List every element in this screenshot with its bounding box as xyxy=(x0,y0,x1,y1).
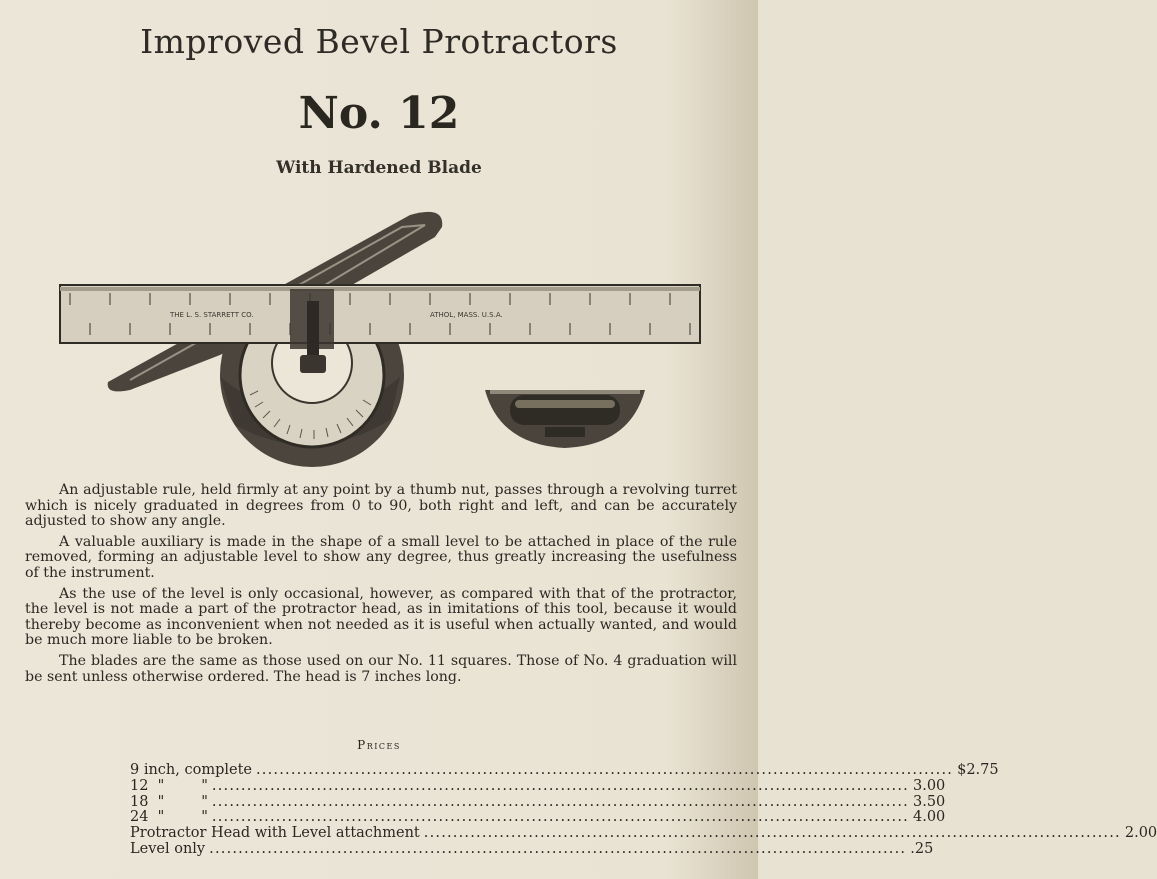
price-row: 18 " " ........................................................................................................................ 3.50 xyxy=(130,793,946,810)
protractor-illustration xyxy=(50,205,700,475)
price-row: 12 " " ........................................................................................................................ 3.00 xyxy=(130,777,946,794)
rule-maker-mark: THE L. S. STARRETT CO. xyxy=(170,311,254,319)
price-row: Level only ........................................................................................................................ .25 xyxy=(130,840,934,857)
price-value: $2.75 xyxy=(957,762,999,778)
price-label: 9 inch, complete xyxy=(130,762,252,778)
page-title: Improved Bevel Protractors xyxy=(140,22,618,61)
description-text xyxy=(25,483,737,690)
level-attachment xyxy=(485,390,645,448)
price-label: 12 " " xyxy=(130,777,208,794)
price-row: 24 " " ........................................................................................................................ 4.00 xyxy=(130,809,946,826)
paragraph: The blades are the same as those used on our No. 11 squares. Those of No. 4 graduation will be sent unless otherwise ordered. The head is 7 inches long. xyxy=(25,652,737,685)
price-value: 4.00 xyxy=(913,809,946,826)
price-value: .25 xyxy=(910,840,934,857)
thumb-nut xyxy=(307,301,319,361)
price-label: Level only xyxy=(130,840,206,857)
subtitle: With Hardened Blade xyxy=(276,158,482,178)
steel-rule xyxy=(60,285,700,343)
rule-place-mark: ATHOL, MASS. U.S.A. xyxy=(430,311,503,319)
price-list xyxy=(130,762,1157,858)
paragraph: An adjustable rule, held firmly at any point by a thumb nut, passes through a revolving turret which is nicely graduated in degrees from 0 to 90, both right and left, and can be accurately adjusted to show any angle. xyxy=(25,482,737,530)
price-row: 9 inch, complete ........................................................................................................................ $2.75 xyxy=(130,762,999,778)
price-label: 24 " " xyxy=(130,809,208,826)
price-value: 2.00 xyxy=(1124,825,1157,842)
paragraph: As the use of the level is only occasional, however, as compared with that of the protractor, the level is not made a part of the protractor head, as in imitations of this tool, because it would thereby become as inconvenient when not needed as it is useful when actually wanted, and would be much more liable to be broken. xyxy=(25,585,737,649)
model-number: No. 12 xyxy=(298,88,460,139)
price-label: Protractor Head with Level attachment xyxy=(130,825,420,842)
price-value: 3.00 xyxy=(913,777,946,794)
price-row: Protractor Head with Level attachment ........................................................................................................................ 2.00 xyxy=(130,825,1157,842)
price-label: 18 " " xyxy=(130,793,208,810)
paragraph: A valuable auxiliary is made in the shape of a small level to be attached in place of the rule removed, forming an adjustable level to show any degree, thus greatly increasing the usefulness of the instrument. xyxy=(25,533,737,581)
price-value: 3.50 xyxy=(913,793,946,810)
prices-heading: Prices xyxy=(357,738,401,752)
